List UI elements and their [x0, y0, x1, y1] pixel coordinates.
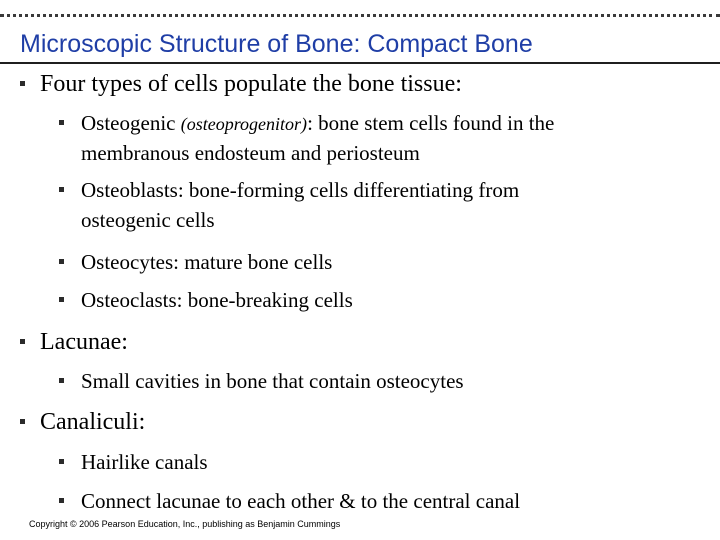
bullet-text: Hairlike canals — [81, 450, 208, 474]
bullet-text: Osteoblasts: bone-forming cells differentiating from — [81, 178, 520, 202]
square-bullet-icon — [59, 498, 64, 503]
cell-name: Osteogenic — [81, 111, 181, 135]
slide-title: Microscopic Structure of Bone: Compact Bone — [20, 30, 533, 58]
bullet-text: membranous endosteum and periosteum — [81, 141, 420, 165]
top-dotted-rule — [0, 14, 720, 17]
bullet-text: Connect lacunae to each other & to the central canal — [81, 489, 521, 513]
bullet-text: Four types of cells populate the bone tissue: — [40, 71, 462, 97]
square-bullet-icon — [59, 120, 64, 125]
bullet-text: osteogenic cells — [81, 208, 215, 232]
square-bullet-icon — [59, 187, 64, 192]
square-bullet-icon — [59, 297, 64, 302]
parenthetical-note: (osteoprogenitor) — [180, 114, 308, 134]
bullet-text: Osteoclasts: bone-breaking cells — [81, 288, 353, 312]
bullet-text: Canaliculi: — [40, 409, 146, 435]
bullet-text: Osteocytes: mature bone cells — [81, 250, 333, 274]
bullet-text — [81, 108, 554, 139]
square-bullet-icon — [59, 259, 64, 264]
title-underline — [0, 62, 720, 64]
square-bullet-icon — [20, 419, 25, 424]
square-bullet-icon — [59, 459, 64, 464]
square-bullet-icon — [20, 339, 25, 344]
square-bullet-icon — [20, 81, 25, 86]
square-bullet-icon — [59, 378, 64, 383]
copyright-footer: Copyright © 2006 Pearson Education, Inc., publishing as Benjamin Cummings — [29, 519, 341, 529]
bullet-text: Small cavities in bone that contain osteocytes — [81, 369, 464, 393]
cell-description: : bone stem cells found in the — [307, 111, 555, 135]
bullet-text: Lacunae: — [40, 329, 128, 355]
